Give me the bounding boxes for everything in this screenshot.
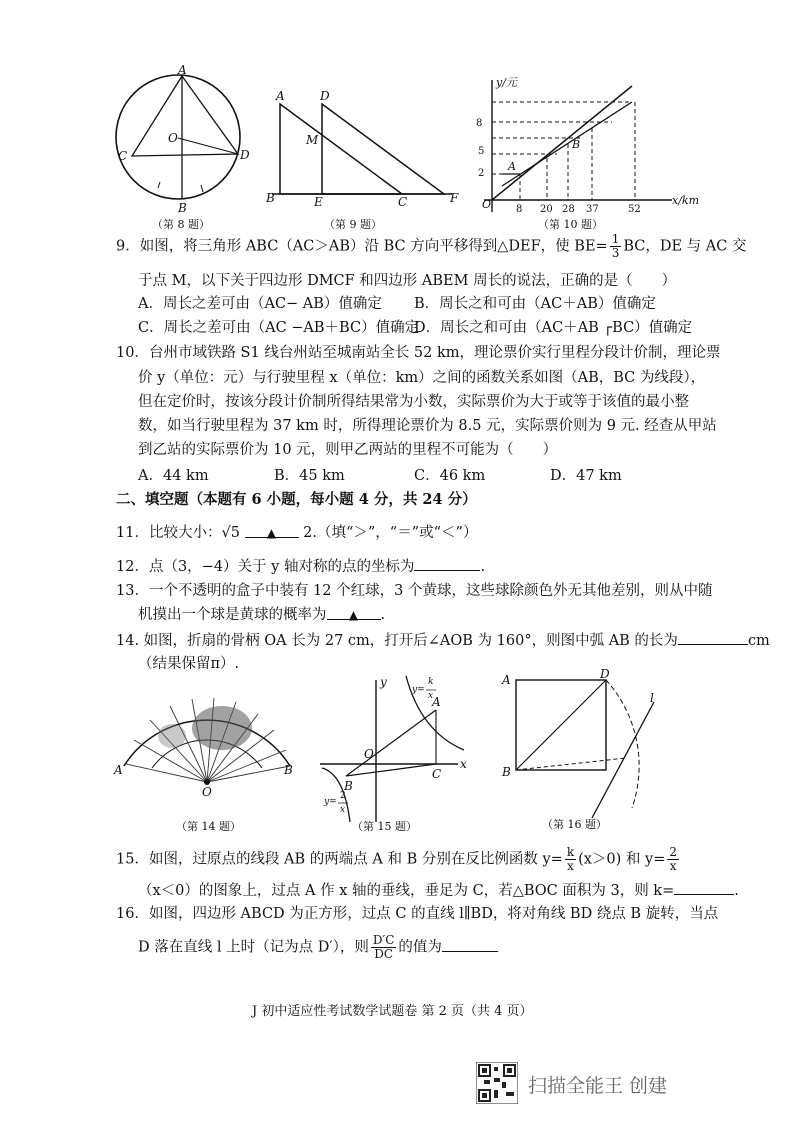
- q10-option-C: C．46 km: [414, 468, 486, 484]
- q15-frac-2: $\frac{2}{x}$: [669, 845, 678, 873]
- q15-answer-blank[interactable]: [674, 880, 734, 895]
- q16-line1: 16．如图，四边形 ABCD 为正方形，过点 C 的直线 l∥BD，将对角线 BD 绕点 B 旋转，当点: [116, 906, 719, 922]
- q9-fraction: $\frac{1}{3}$: [611, 232, 620, 260]
- fig10-ytick-8: 8: [476, 118, 483, 129]
- q10-option-A: A．44 km: [138, 468, 209, 484]
- fig10-xtick-20: 20: [540, 204, 553, 215]
- fig15-label-x: x: [460, 757, 467, 771]
- figure-14: [112, 688, 302, 836]
- q16-line2: D 落在直线 l 上时（记为点 D′），则 $\frac{D'C}{DC}$ 的值为: [138, 934, 498, 961]
- fig9-label-C: C: [398, 195, 408, 209]
- fig9-label-F: F: [450, 191, 459, 205]
- fig16-label-A: A: [502, 673, 511, 687]
- fig16-rotated-BD: [516, 758, 626, 770]
- fig15-k-den: x: [428, 691, 434, 701]
- fig15-label-y: y: [380, 675, 387, 689]
- q9-line2: 于点 M，以下关于四边形 DMCF 和四边形 ABEM 周长的说法，正确的是（ ）: [138, 273, 677, 289]
- q15-frac-k: $\frac{k}{x}$: [566, 845, 575, 873]
- fig9-caption: （第 9 题）: [324, 218, 382, 231]
- fig10-xtick-28: 28: [562, 204, 575, 215]
- section-2-heading: 二、填空题（本题有 6 小题，每小题 4 分，共 24 分）: [116, 491, 477, 508]
- figure-15: [316, 672, 476, 836]
- fig8-label-C: C: [118, 149, 128, 163]
- q15-line1: 15．如图，过原点的线段 AB 的两端点 A 和 B 分别在反比例函数 y= $\frac{k}{x}$ (x＞0) 和 y= $\frac{2}{x}$: [116, 845, 678, 873]
- page-footer: J 初中适应性考试数学试题卷 第 2 页（共 4 页）: [252, 1004, 533, 1019]
- q9-line1: 9．如图，将三角形 ABC（AC＞AB）沿 BC 方向平移得到△DEF，使 BE= $\frac{1}{3}$ BC，DE 与 AC 交: [116, 232, 747, 260]
- q10-option-D: D．47 km: [550, 468, 622, 484]
- fig15-caption: （第 15 题）: [352, 820, 417, 833]
- fig16-line-l: [592, 702, 654, 818]
- fig9-label-B: B: [266, 191, 275, 205]
- fig8-label-A: A: [178, 63, 187, 77]
- fig10-xtick-52: 52: [628, 204, 641, 215]
- q14-line1: 14. 如图，折扇的骨柄 OA 长为 27 cm，打开后∠AOB 为 160°，则图中弧 AB 的长为 cm: [116, 630, 770, 651]
- fig16-diagonal-BD: [516, 680, 606, 770]
- fig10-caption: （第 10 题）: [538, 218, 603, 231]
- q12: 12．点（3，−4）关于 y 轴对称的点的坐标为 .: [116, 556, 485, 577]
- fig10-y-label: y/元: [496, 76, 517, 89]
- fig14-label-O: O: [202, 785, 212, 799]
- q16-fraction: $\frac{D'C}{DC}$: [372, 933, 395, 961]
- fig16-label-B: B: [502, 765, 511, 779]
- fig10-xtick-37: 37: [586, 204, 599, 215]
- q9-option-C: C．周长之差可由（AC −AB＋BC）值确定: [138, 320, 420, 336]
- q10-line5: 到乙站的实际票价为 10 元，则甲乙两站的里程不可能为（ ）: [138, 442, 558, 458]
- fig15-label-O: O: [364, 747, 374, 761]
- q11-answer-blank[interactable]: ▲: [245, 523, 299, 538]
- fig9-label-E: E: [314, 195, 323, 209]
- q13-line2: 机摸出一个球是黄球的概率为 ▲ .: [138, 607, 386, 623]
- q9-option-A: A．周长之差可由（AC− AB）值确定: [138, 296, 382, 312]
- q14-answer-blank[interactable]: [678, 630, 748, 645]
- fig15-curve-2: [322, 768, 350, 822]
- fig8-caption: （第 8 题）: [152, 218, 210, 231]
- qr-code-icon: [476, 1062, 518, 1104]
- fig10-xtick-8: 8: [516, 204, 523, 215]
- fig9-label-D: D: [320, 89, 330, 103]
- q10-line4: 数，如当行驶里程为 37 km 时，所得理论票价为 8.5 元，实际票价则为 9 元. 经查从甲站: [138, 418, 717, 434]
- fig15-k-yeq: y=: [412, 685, 425, 695]
- fig10-ytick-2: 2: [478, 168, 485, 179]
- fig8-label-O: O: [168, 131, 178, 145]
- fig14-label-A: A: [114, 763, 123, 777]
- figure-16: [496, 668, 676, 836]
- fig15-label-C: C: [432, 767, 442, 781]
- q15-line2: （x＜0）的图象上，过点 A 作 x 轴的垂线，垂足为 C，若△BOC 面积为 3，则 k= .: [138, 880, 739, 901]
- fig16-arc: [606, 680, 639, 808]
- figure-10: [472, 72, 702, 234]
- q13-answer-blank[interactable]: ▲: [327, 605, 381, 620]
- q10-line2: 价 y（单位：元）与行驶里程 x（单位：km）之间的函数关系如图（AB，BC 为线段），: [138, 370, 706, 386]
- q10-line1: 10．台州市域铁路 S1 线台州站至城南站全长 52 km，理论票价实行里程分段计价制，理论票: [116, 345, 721, 361]
- fig10-segment-2: [502, 102, 632, 186]
- fig16-label-l: l: [650, 691, 654, 705]
- scanner-watermark: 扫描全能王 创建: [528, 1075, 668, 1097]
- fig8-label-D: D: [240, 148, 250, 162]
- fig16-caption: （第 16 题）: [542, 818, 607, 831]
- fig15-k-num: k: [428, 677, 434, 687]
- fig9-label-A: A: [276, 89, 285, 103]
- q9-option-B: B．周长之和可由（AC＋AB）值确定: [414, 296, 656, 312]
- fig10-x-label: x/km: [672, 194, 700, 207]
- fig8-label-B: B: [178, 201, 187, 215]
- fig15-2-yeq: y=: [324, 797, 337, 807]
- fig14-caption: （第 14 题）: [176, 820, 241, 833]
- q9-option-D: D．周长之和可由（AC＋AB ┌BC）值确定: [414, 320, 693, 336]
- fig14-label-B: B: [284, 763, 293, 777]
- fig15-label-B: B: [344, 779, 353, 793]
- q11: 11．比较大小：√5 ▲ 2.（填“＞”，“＝”或“＜”）: [116, 525, 478, 541]
- fig10-origin: O: [482, 198, 492, 211]
- q13-line1: 13．一个不透明的盒子中装有 12 个红球，3 个黄球，这些球除颜色外无其他差别，则从中随: [116, 583, 713, 599]
- fig9-label-M: M: [306, 133, 319, 147]
- fig10-ytick-5: 5: [478, 146, 485, 157]
- q12-answer-blank[interactable]: [414, 556, 480, 571]
- q10-line3: 但在定价时，按该分段计价制所得结果常为小数，实际票价为大于或等于该值的最小整: [138, 394, 689, 410]
- fig14-painting: [192, 706, 252, 750]
- fig10-point-B: B: [572, 138, 581, 151]
- fig10-point-A: A: [508, 160, 516, 173]
- fig15-label-A: A: [432, 695, 441, 709]
- fig8-circle: [116, 75, 240, 199]
- fig15-2-den: x: [340, 805, 346, 815]
- fig16-label-D: D: [600, 668, 610, 681]
- figure-8: [110, 62, 260, 232]
- q14-line2: （结果保留π）.: [138, 656, 240, 672]
- fig10-segment: [492, 86, 632, 200]
- fig15-2-num: 2: [340, 791, 346, 801]
- q10-option-B: B．45 km: [274, 468, 345, 484]
- q16-answer-blank[interactable]: [442, 937, 498, 952]
- figure-9: [262, 82, 472, 232]
